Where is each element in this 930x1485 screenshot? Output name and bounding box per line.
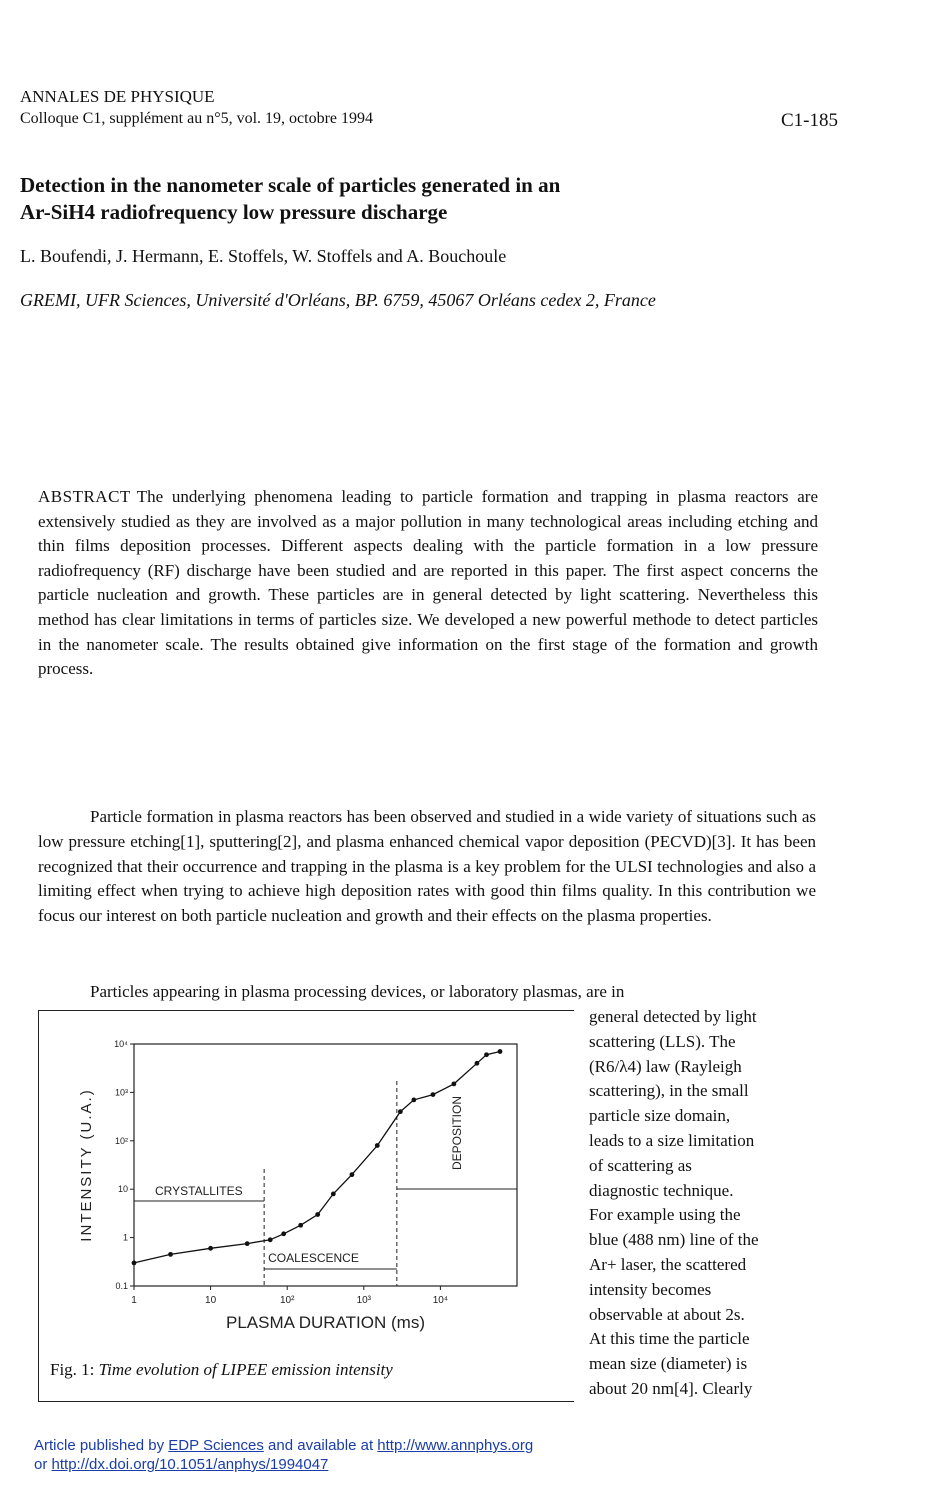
data-point	[350, 1172, 355, 1177]
data-point	[475, 1061, 480, 1066]
colloque-info: Colloque C1, supplément au n°5, vol. 19, octobre 1994	[20, 110, 374, 127]
data-point	[498, 1049, 503, 1054]
edp-sciences-link[interactable]: EDP Sciences	[168, 1437, 264, 1454]
figure-box	[38, 1010, 574, 1402]
data-point	[168, 1252, 173, 1257]
footer-prefix: Article published by	[34, 1437, 165, 1454]
body-paragraph-1: Particle formation in plasma reactors has been observed and studied in a wide variety of situations such as low pressure etching[1], sputtering[2], and plasma enhanced chemical vapor deposition (PECVD)[3]. It has been recognized that their occurrence and trapping in the plasma is a key problem for the ULSI technologies and also a limiting effect when trying to achieve high deposition rates with good thin films quality. In this contribution we focus our interest on both particle nucleation and growth and their effects on the plasma properties.	[38, 807, 816, 926]
title-line-2: Ar-SiH4 radiofrequency low pressure discharge	[20, 200, 448, 224]
affiliation: GREMI, UFR Sciences, Université d'Orléans, BP. 6759, 45067 Orléans cedex 2, France	[20, 290, 656, 310]
side-line: Ar+ laser, the scattered	[589, 1254, 747, 1274]
side-line: (R6/λ4) law (Rayleigh	[589, 1056, 742, 1076]
journal-header	[20, 86, 373, 130]
y-tick-label: 10³	[114, 1087, 128, 1098]
body-paragraph-2-start: Particles appearing in plasma processing devices, or laboratory plasmas, are in	[90, 982, 625, 1001]
side-line: scattering (LLS). The	[589, 1031, 736, 1051]
side-line: intensity becomes	[589, 1279, 712, 1299]
footer-mid: and available at	[268, 1437, 374, 1454]
data-point	[132, 1261, 137, 1266]
side-line: diagnostic technique.	[589, 1180, 734, 1200]
side-line: leads to a size limitation	[589, 1130, 755, 1150]
x-tick-label: 10⁴	[432, 1295, 449, 1306]
side-line: of scattering as	[589, 1155, 692, 1175]
annphys-link[interactable]: http://www.annphys.org	[377, 1437, 534, 1454]
x-tick-label: 10	[205, 1295, 217, 1306]
side-line: general detected by light	[589, 1007, 757, 1026]
x-axis-label: PLASMA DURATION (ms)	[226, 1313, 425, 1332]
side-line: mean size (diameter) is	[589, 1354, 748, 1374]
footer-or: or	[34, 1456, 48, 1473]
y-tick-label: 1	[122, 1232, 128, 1243]
data-point	[375, 1143, 380, 1148]
side-line: For example using the	[589, 1205, 741, 1225]
data-point	[398, 1109, 403, 1114]
y-tick-label: 0.1	[115, 1281, 128, 1291]
side-line: blue (488 nm) line of the	[589, 1230, 759, 1250]
data-point	[484, 1052, 489, 1057]
y-axis-label: INTENSITY (U.A.)	[78, 1088, 95, 1242]
paper-title	[20, 172, 780, 226]
data-point	[411, 1097, 416, 1102]
journal-name: ANNALES DE PHYSIQUE	[20, 87, 215, 106]
data-point	[208, 1246, 213, 1251]
side-line: scattering), in the small	[589, 1081, 749, 1101]
annotation-deposition: DEPOSITION	[449, 1095, 464, 1171]
title-line-1: Detection in the nanometer scale of particles generated in an	[20, 173, 561, 197]
footer	[34, 1436, 533, 1474]
authors: L. Boufendi, J. Hermann, E. Stoffels, W. Stoffels and A. Bouchoule	[20, 246, 507, 266]
data-point	[281, 1231, 286, 1236]
y-tick-label: 10²	[114, 1135, 128, 1146]
series-line	[134, 1052, 500, 1263]
abstract-label: ABSTRACT	[38, 487, 131, 506]
data-point	[268, 1237, 273, 1242]
figure-caption	[50, 1360, 393, 1380]
x-tick-label: 10³	[356, 1295, 372, 1306]
data-point	[245, 1241, 250, 1246]
figure-caption-label: Fig. 1:	[50, 1360, 95, 1379]
doi-link[interactable]: http://dx.doi.org/10.1051/anphys/1994047	[51, 1456, 329, 1473]
abstract-text: The underlying phenomena leading to particle formation and trapping in plasma reactors are extensively studied as they are involved as a major pollution in many technological areas including etching and thin films deposition processes. Different aspects dealing with the particle formation in a low pressure radiofrequency (RF) discharge have been studied and are reported in this paper. The first aspect concerns the particle nucleation and growth. These particles are in general detected by light scattering. Nevertheless this method has clear limitations in terms of particles size. We developed a new powerful methode to detect particles in the nanometer scale. The results obtained give information on the first stage of the formation and growth process.	[38, 487, 818, 679]
x-tick-label: 10²	[279, 1295, 295, 1306]
side-column-text	[589, 1005, 814, 1402]
data-point	[331, 1191, 336, 1196]
side-line: particle size domain,	[589, 1106, 731, 1126]
annotation-crystallites: CRYSTALLITES	[155, 1184, 243, 1198]
data-point	[315, 1212, 320, 1217]
annotation-coalescence: COALESCENCE	[268, 1251, 359, 1265]
chart-svg	[39, 1011, 559, 1361]
x-tick-label: 1	[131, 1295, 137, 1306]
y-tick-label: 10⁴	[114, 1039, 128, 1049]
y-tick-label: 10	[117, 1184, 128, 1195]
data-point	[431, 1092, 436, 1097]
data-point	[451, 1081, 456, 1086]
data-point	[298, 1223, 303, 1228]
side-line: observable at about 2s.	[589, 1304, 745, 1324]
figure-caption-text: Time evolution of LIPEE emission intensity	[98, 1360, 393, 1379]
page-number: C1-185	[781, 110, 838, 131]
side-line: At this time the particle	[589, 1329, 750, 1349]
side-line: about 20 nm[4]. Clearly	[589, 1378, 753, 1398]
abstract	[38, 485, 818, 682]
